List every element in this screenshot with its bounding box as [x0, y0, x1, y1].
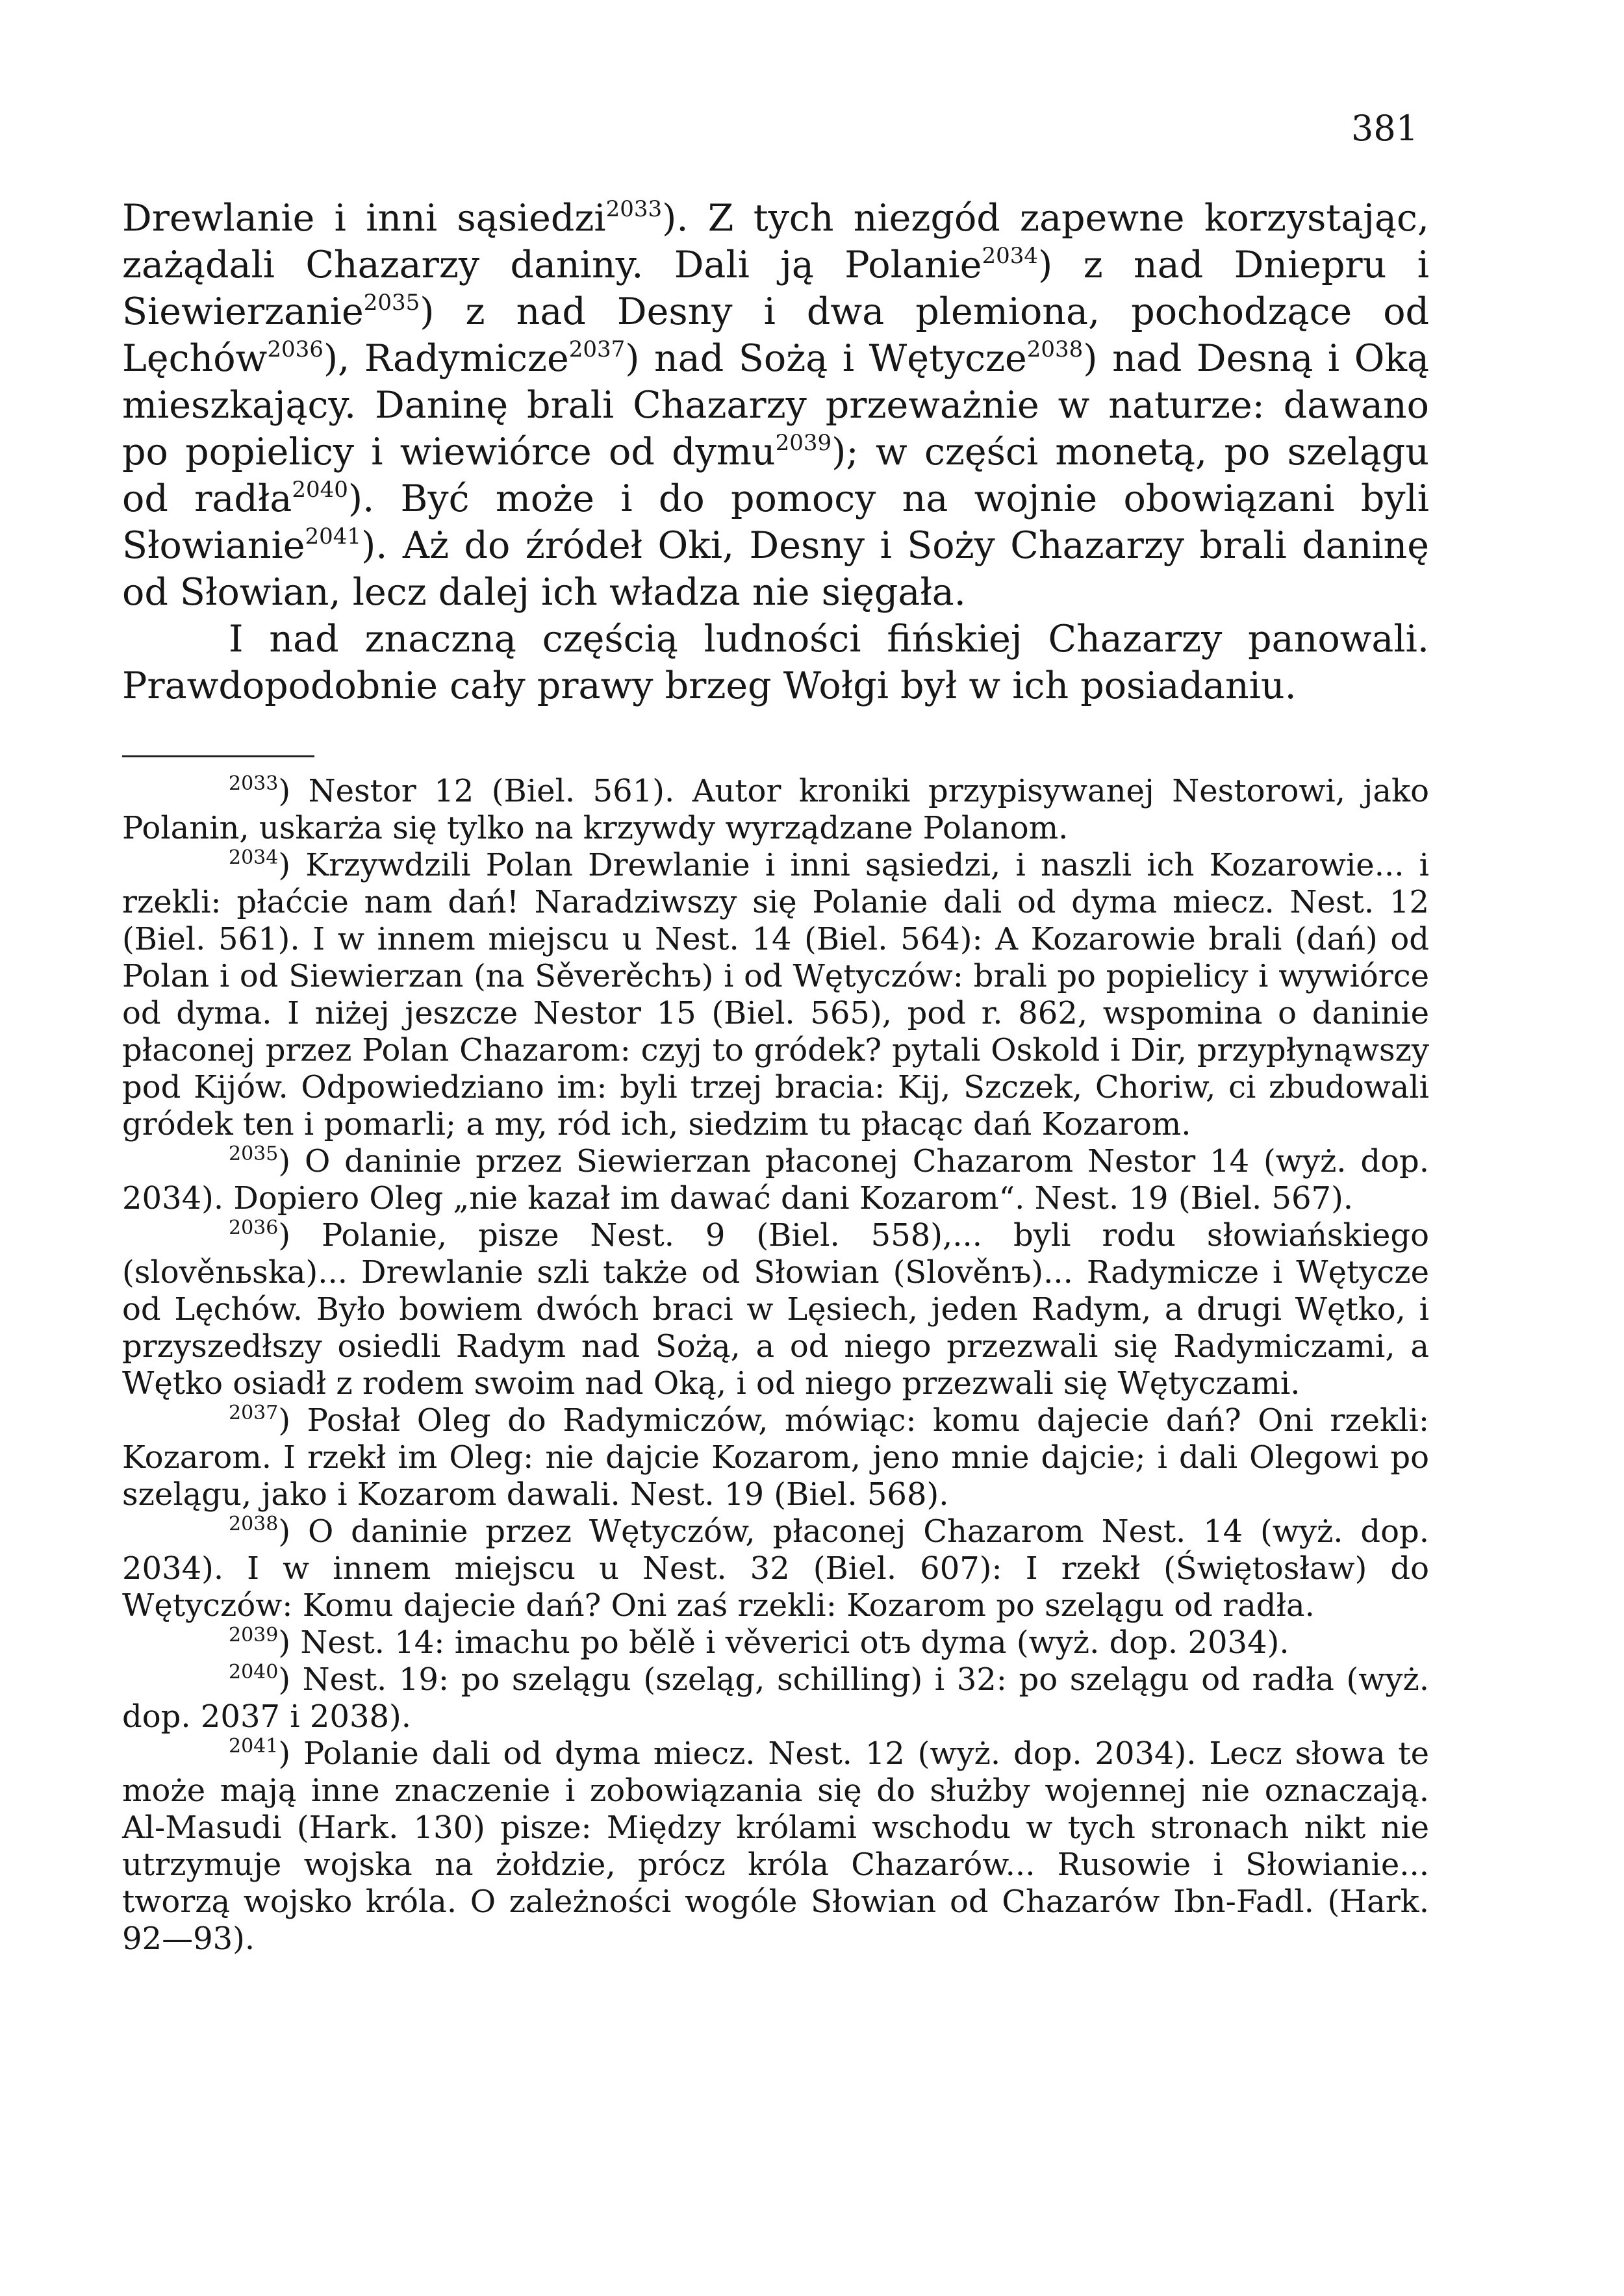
footnote-text: ) Nestor 12 (Biel. 561). Autor kroniki przypisywanej Nestorowi, jako Polanin, uskarża się tylko na krzywdy wyrządzane Polanom.: [122, 773, 1429, 846]
body-text: ), Radymicze: [323, 337, 569, 380]
footnote: [122, 847, 1429, 1143]
footnote-number: 2036: [229, 1217, 279, 1239]
footnote-reference: 2033: [605, 196, 663, 222]
body-text: ) nad Sożą i Wętycze: [625, 337, 1027, 380]
footnote-number: 2038: [229, 1513, 279, 1535]
body-text: ); w części monetą, po szelągu od radła: [122, 431, 1429, 520]
footnote-divider: [122, 755, 314, 757]
footnote-reference: 2035: [363, 290, 420, 316]
footnote-reference: 2040: [292, 477, 348, 503]
footnote-reference: 2041: [305, 524, 362, 549]
footnote-reference: 2039: [775, 430, 832, 456]
footnote-reference: 2034: [982, 243, 1039, 269]
body-text: ) nad Desną i Oką mieszkający. Daninę brali Chazarzy przeważnie w naturze: dawano po popielicy i wiewiórce od dymu: [122, 337, 1429, 473]
main-text: [122, 195, 1429, 709]
footnote: [122, 1513, 1429, 1624]
footnote-number: 2041: [229, 1735, 279, 1758]
footnote-number: 2040: [229, 1661, 279, 1684]
footnote: [122, 773, 1429, 847]
footnote-number: 2037: [229, 1402, 279, 1424]
footnote-text: ) Nest. 19: po szelągu (szeląg, schilling) i 32: po szelągu od radła (wyż. dop. 2037 i 2038).: [122, 1661, 1429, 1735]
body-text: ) z nad Desny i dwa plemiona, pochodzące od Lęchów: [122, 290, 1429, 380]
footnote-text: ) Polanie dali od dyma miecz. Nest. 12 (wyż. dop. 2034). Lecz słowa te może mają inne znaczenie i zobowiązania się do służby wojennej nie oznaczają. Al-Masudi (Hark. 130) pisze: Między królami wschodu w tych stronach nikt nie utrzymuje wojska na żołdzie, prócz króla Chazarów... Rusowie i Słowianie... tworzą wojsko króla. O zależności wogóle Słowian od Chazarów Ibn-Fadl. (Hark. 92—93).: [122, 1735, 1429, 1957]
footnote-text: ) O daninie przez Siewierzan płaconej Chazarom Nestor 14 (wyż. dop. 2034). Dopiero Oleg „nie kazał im dawać dani Kozarom“. Nest. 19 (Biel. 567).: [122, 1143, 1429, 1217]
footnote: [122, 1402, 1429, 1513]
footnote-number: 2034: [229, 846, 279, 869]
footnote-text: ) Nest. 14: imachu po bělě i věverici otъ dyma (wyż. dop. 2034).: [278, 1624, 1289, 1661]
footnote-text: ) Posłał Oleg do Radymiczów, mówiąc: komu dajecie dań? Oni rzekli: Kozarom. I rzekł im Oleg: nie dajcie Kozarom, jeno mnie dajcie; i dali Olegowi po szelągu, jako i Kozarom dawali. Nest. 19 (Biel. 568).: [122, 1402, 1429, 1513]
footnote-reference: 2037: [568, 336, 626, 362]
footnote: [122, 1661, 1429, 1735]
footnote: [122, 1735, 1429, 1958]
footnote-text: ) Krzywdzili Polan Drewlanie i inni sąsiedzi, i naszli ich Kozarowie... i rzekli: płaćcie nam dań! Naradziwszy się Polanie dali od dyma miecz. Nest. 12 (Biel. 561). I w innem miejscu u Nest. 14 (Biel. 564): A Kozarowie brali (dań) od Polan i od Siewierzan (na Sěverěchъ) i od Wętyczów: brali po popielicy i wywiórce od dyma. I niżej jeszcze Nestor 15 (Biel. 565), pod r. 862, wspomina o daninie płaconej przez Polan Chazarom: czyj to gródek? pytali Oskold i Dir, przypłynąwszy pod Kijów. Odpowiedziano im: byli trzej bracia: Kij, Szczek, Choriw, ci zbudowali gródek ten i pomarli; a my, ród ich, siedzim tu płacąc dań Kozarom.: [122, 847, 1429, 1142]
footnote-number: 2033: [229, 772, 279, 795]
body-text: ) z nad Dniepru i Siewierzanie: [122, 244, 1429, 333]
footnote-reference: 2038: [1026, 336, 1084, 362]
page-number: 381: [1351, 108, 1419, 149]
body-text: ). Z tych niezgód zapewne korzystając, zażądali Chazarzy daniny. Dali ją Polanie: [122, 197, 1429, 286]
footnote: [122, 1624, 1429, 1661]
body-text: I nad znaczną częścią ludności fińskiej Chazarzy panowali. Prawdopodobnie cały prawy brzeg Wołgi był w ich posiadaniu.: [122, 618, 1429, 707]
footnote: [122, 1217, 1429, 1402]
footnote-reference: 2036: [267, 336, 324, 362]
footnote-text: ) Polanie, pisze Nest. 9 (Biel. 558),... byli rodu słowiańskiego (slověnьska)... Drewlanie szli także od Słowian (Slověnъ)... Radymicze i Wętycze od Lęchów. Było bowiem dwóch braci w Lęsiech, jeden Radym, a drugi Wętko, i przyszedłszy osiedli Radym nad Sożą, a od niego przezwali się Radymiczami, a Wętko osiadł z rodem swoim nad Oką, i od niego przezwali się Wętyczami.: [122, 1217, 1429, 1402]
footnote-number: 2039: [229, 1624, 279, 1646]
footnote-text: ) O daninie przez Wętyczów, płaconej Chazarom Nest. 14 (wyż. dop. 2034). I w innem miejscu u Nest. 32 (Biel. 607): I rzekł (Świętosław) do Wętyczów: Komu dajecie dań? Oni zaś rzekli: Kozarom po szelągu od radła.: [122, 1513, 1429, 1624]
footnote: [122, 1143, 1429, 1217]
body-text: ). Być może i do pomocy na wojnie obowiązani byli Słowianie: [122, 477, 1430, 567]
footnotes: [122, 773, 1429, 1958]
body-paragraph: [122, 195, 1429, 616]
body-text: ). Aż do źródeł Oki, Desny i Soży Chazarzy brali daninę od Słowian, lecz dalej ich władza nie sięgała.: [122, 524, 1429, 614]
body-paragraph: [122, 616, 1429, 709]
body-text: Drewlanie i inni sąsiedzi: [122, 197, 606, 240]
footnote-number: 2035: [229, 1142, 279, 1165]
